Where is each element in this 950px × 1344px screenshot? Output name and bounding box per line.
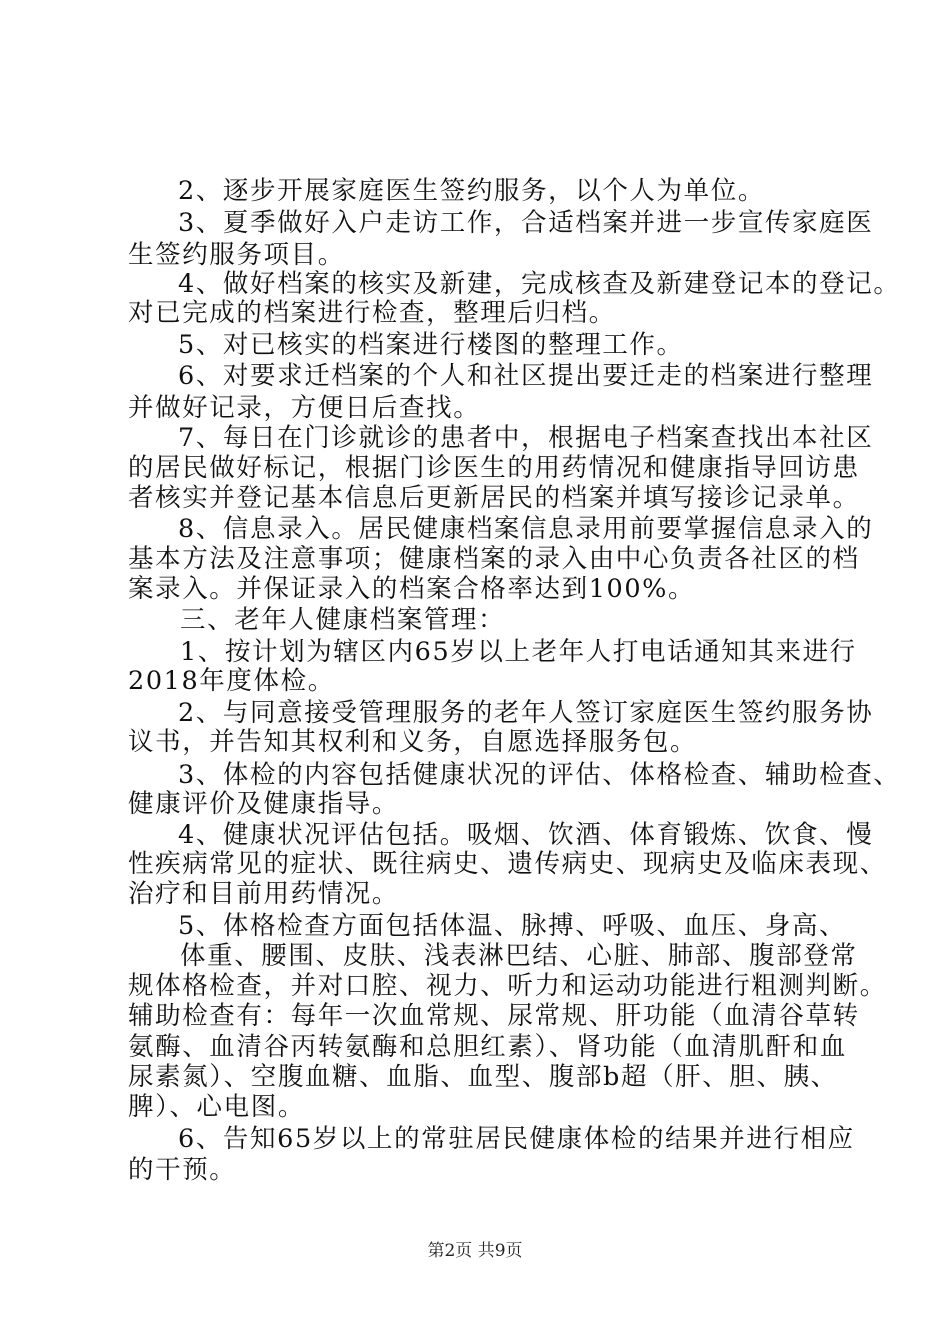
text-line: 并做好记录，方便日后查找。 bbox=[128, 393, 481, 423]
text-line: 生签约服务项目。 bbox=[128, 240, 345, 270]
text-line: 治疗和目前用药情况。 bbox=[128, 879, 400, 909]
text-line: 性疾病常见的症状、既往病史、遗传病史、现病史及临床表现、 bbox=[128, 849, 887, 879]
text-line: 8、信息录入。居民健康档案信息录用前要掌握信息录入的 bbox=[178, 514, 874, 544]
text-line: 案录入。并保证录入的档案合格率达到100%。 bbox=[128, 574, 696, 604]
text-line: 4、健康状况评估包括。吸烟、饮酒、体育锻炼、饮食、慢 bbox=[178, 820, 874, 850]
text-line: 的居民做好标记，根据门诊医生的用药情况和健康指导回访患 bbox=[128, 453, 860, 483]
text-line: 1、按计划为辖区内65岁以上老年人打电话通知其来进行 bbox=[180, 637, 857, 667]
text-line: 氨酶、血清谷丙转氨酶和总胆红素）、肾功能（血清肌酐和血 bbox=[128, 1032, 847, 1062]
text-line: 3、体检的内容包括健康状况的评估、体格检查、辅助检查、 bbox=[178, 760, 901, 790]
text-line: 者核实并登记基本信息后更新居民的档案并填写接诊记录单。 bbox=[128, 483, 860, 513]
text-line: 辅助检查有：每年一次血常规、尿常规、肝功能（血清谷草转 bbox=[128, 1001, 860, 1031]
text-line: 7、每日在门诊就诊的患者中，根据电子档案查找出本社区 bbox=[178, 423, 874, 453]
page-number-footer: 第2页 共9页 bbox=[427, 1241, 523, 1261]
text-line: 6、对要求迁档案的个人和社区提出要迁走的档案进行整理 bbox=[178, 361, 874, 391]
text-line: 对已完成的档案进行检查，整理后归档。 bbox=[128, 298, 616, 328]
text-line: 脾）、心电图。 bbox=[128, 1092, 305, 1122]
text-line: 体重、腰围、皮肤、浅表淋巴结、心脏、肺部、腹部登常 bbox=[180, 941, 858, 971]
text-line: 规体格检查，并对口腔、视力、听力和运动功能进行粗测判断。 bbox=[128, 971, 887, 1001]
text-line: 议书，并告知其权利和义务，自愿选择服务包。 bbox=[128, 727, 698, 757]
text-line: 5、体格检查方面包括体温、脉搏、呼吸、血压、身高、 bbox=[178, 911, 847, 941]
text-line: 健康评价及健康指导。 bbox=[128, 789, 400, 819]
text-line: 2018年度体检。 bbox=[128, 666, 335, 696]
text-line: 5、对已核实的档案进行楼图的整理工作。 bbox=[178, 330, 684, 360]
text-line: 6、告知65岁以上的常驻居民健康体检的结果并进行相应 bbox=[178, 1124, 855, 1154]
text-line: 3、夏季做好入户走访工作，合适档案并进一步宣传家庭医 bbox=[178, 208, 874, 238]
section-heading: 三、老年人健康档案管理： bbox=[180, 605, 506, 635]
text-line: 2、逐步开展家庭医生签约服务，以个人为单位。 bbox=[178, 176, 765, 206]
text-line: 的干预。 bbox=[128, 1155, 237, 1185]
text-line: 4、做好档案的核实及新建，完成核查及新建登记本的登记。 bbox=[178, 269, 901, 299]
text-line: 尿素氮）、空腹血糖、血脂、血型、腹部b超（肝、胆、胰、 bbox=[128, 1062, 838, 1092]
text-line: 基本方法及注意事项；健康档案的录入由中心负责各社区的档 bbox=[128, 544, 860, 574]
text-line: 2、与同意接受管理服务的老年人签订家庭医生签约服务协 bbox=[178, 698, 874, 728]
